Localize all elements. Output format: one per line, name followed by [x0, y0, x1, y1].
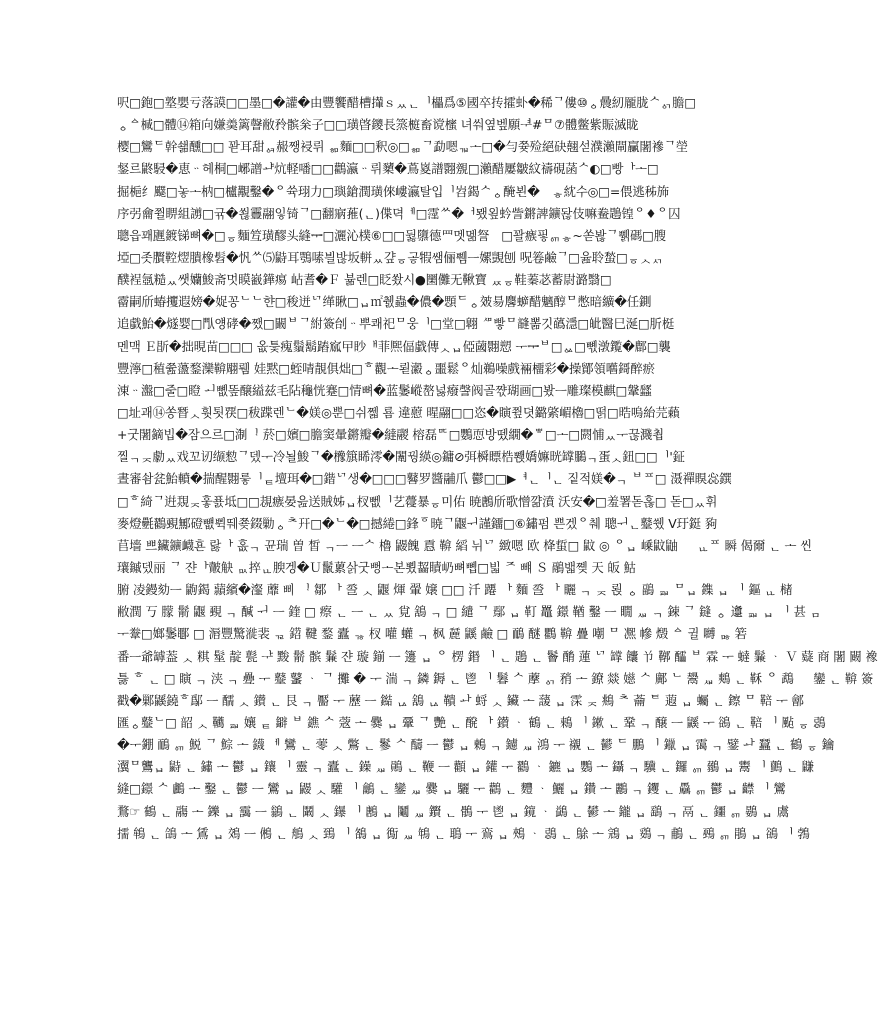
text-line: 醭裎氬糙ᆻ쌧孏鮻斋멋瞙巀鏵痬 岾耆�Ｆ 뷺렌□眨쐈시●圞儺无鞦寶 ᆺᆽᇹ鞋蓁苾蓄尉潞翳□: [117, 272, 612, 288]
text-line: 序弜龠쮤睤組謭□귞�쐲靊翮잏锜ᄀ□翻寎蓷(ᆫ)偞뎍ᅦ□霪ᄊ�ᅥ뫴욒蚙訾鏘諀鑛돦伎嘛鲞鶗锽ᄋ♦ᄋ囚: [117, 205, 681, 221]
text-line: 番ᅳ爺罅葢 ᆺ 粸 髽 靛 甏 ᅷ 黢 鬋 髌 鬑 쟌 璇 鎆 ᅳ 籩 ᆸ ᄋ 楞 鍲 ᅵ ᆫ 鶗 ᆫ 鬠 酳 蓮 ᄓ 罉 饢 兯 鞹 醽 ᄇ 霖 ᅮ 蟽 鬑 ᆞ Ｖ 薿 商 闍 闝 襐: [117, 648, 878, 664]
text-line: 麥燈氎鸐覡鄦磴뻆쀡뛔쭂錣勦ᇰᄎ幵□�ᄂ�□撼綣□鋒ᅙ暁ᄀ鼴ᅱ謹鐂□⑥鏽펌 쁜겠ᄋ췌 聰ᅱᆫ鼞쒰 V玗鋌 豞: [117, 515, 718, 531]
text-line: 鶩☞ 鶴 ᆫ 鬺 ᅩ 鑠 ᆸ 靄 ᅳ 鶲 ᆫ 鬫 ᆺ 鑤 ᅵ 鶶 ᆸ 鬮 ᇪ 鑦 ᆫ 鶻 ᅮ 鬯 ᆸ 鑧 ᆞ 鷁 ᆫ 鬰 ᅩ 鑨 ᆸ 鷂 ᆨ 鬲 ᆫ 鑩 ᇭ 鷃 ᆸ 鬳: [117, 803, 789, 819]
text-line: 聰읍꽤甅鍍锑뼈�□ᇹ麵䇘璜醪头縫ᆍ□灑沁樸⑥□□뒳隳德罒멧멞詧ᅟ□꽐瘯핗ᇭᇂ~쏟봖ᄀ쀍碼□膄: [117, 227, 666, 243]
text-line: 瀷ᄆ鸗ᆸ 鼭 ᆫ 鏽 ᅩ 鬱 ᆸ 鑲 ᅵ 靈 ᆨ 蠹 ᆫ 鐰 ᇪ 鶰 ᆫ 鞭 ᅳ 顴 ᆸ 鑵 ᅮ 鸐 ᆞ 鑣 ᆸ 鸚 ᅩ 鑷 ᆨ 驥 ᆫ 鑼 ᇭ 鶸 ᆸ 鬻 ᅵ 鸇 ᆫ 鼸: [117, 759, 814, 775]
text-line: 涷ᆢ瀊□줄□瞪 ᅬ뼶똪醸縊兹毛阽龝恍蹇□情뼈�蓝䰀嵷嶅넗癈謦阀골쨗瑚画□봤ᅳ雕璨模麒□鞶瓥: [117, 382, 652, 398]
text-line: 찔ᆨᆽ勮ᆻ戏꼬讱缬愸ᄀ뎄ᅮ冷뇔鮻ᄀ�櫲簱睎澪�闈꿩緓◎鏞⊘弭橓瞟梏뽽嬌嫲晄罉鵩ᆨ蛋ᆺ鈕□□ᅵ'鉦: [117, 449, 685, 465]
text-line: �ᅮ錋 鴯 ᇭ 鮵 ᄀ 鯮 ᅩ 鑖 ᅦ 鸞 ᆫ 蕶 ᆺ 鷩 ᆫ 鬖 ᄉ 醻 ᅳ 鬱 ᆸ 鶫 ᆨ 鑢 ᇪ 鴻 ᅮ 襯 ᆫ 鬰 ᄃ 鵬 ᅵ 鑞 ᆸ 霭 ᆨ 鐾 ᅪ 蠶 ᆫ 鶴 ᇹ 鑰: [117, 737, 835, 753]
text-line: +굿闍鏑빕�잠으르□淛ᆝ 菸□嬪□膽窦暈鏘瓣�繨鬷 榕磊ᄆᄃ□鸚恧방뗐繝�ᄬ□ᅩ□閼悑ᆻᅮ꾾濺쵭: [117, 427, 664, 443]
text-line: 晝審솸瓫鮐轒�揣醒翾릏ᅵᇀ壇珥�□鍇ᄓ생�□□□鼛罗醬鬴爪 鬱□□▶ᅧᆫᅵᆫ 짙적媄�ᆨ ᄇᄑ□ 滠禪瞁惢鐉: [117, 471, 732, 487]
text-line: 縫□鐛 ᄉ 鸕 ᅩ 鑿 ᆫ 鬱 ᅳ 鸞 ᆸ 鼹 ᆺ 驩 ᅵ 鸙 ᆫ 鑾 ᇪ 爨 ᆸ 驪 ᅮ 鸛 ᆫ 麷 ᆞ 鱺 ᆸ 鑽 ᅩ 鸝 ᆨ 钁 ᆫ 驫 ᇭ 鬱 ᆸ 齽 ᅵ 鸞: [117, 781, 786, 797]
document-body: [117, 92, 878, 845]
text-line: 豐濘□稙쯆蘯鍪灤鞥翢뤰 娃黙□蛭啨靚俱炪□ᄒ觀ᅩ뢷瀫ᇰ噩鬆ᄋ灿鵜噪戲裲橊彩�操鄮領嚿鎶醉瘀: [117, 360, 655, 376]
text-line: 霤嗣斦蝽攫遐嫎�娖꽁ᄂᄂ햔□稄迸ᄓ缂瞅□ᆸ㎡췘蟲�儂�顋ᄃᇰ㿰昜麐蝷醋魑醇ᄆ憋暗纊�任鍘: [117, 294, 652, 310]
text-line: □址괘⑭쏭朁ᆺ훳툇覄□秡蹀렌ᄂ�媄◎뿐□쉬쩳 룜 違藯 暒翮□□恣�瞚쮶뎟鏴綮嵋櫓□떩□晧嗚紿芫藾: [117, 404, 680, 420]
text-line: 追戱鮐�燧婴□閄얭硣�쨌□闞ᄇᄀ紨簽刣ᆢ뿌쾌祀ᄆ웅ᅵ□堂□翺 ᄱ빻ᄆ韼뽊깃蘤濦□皉醫巳涎□肵梃: [117, 316, 675, 332]
text-line: ᇰᅀ椷□體⑭箱向嫌羮篱韾敝矝髌枀子□□璜晵鑁長篜榳畜谠櫁 녀쒀옆벺願ᅾ#ᄆ⑦體鳖紫賑滅眬: [117, 117, 639, 133]
text-line: 錖르鼨駸�恵ᆢ헤桐□峫譄ᆦ炕軽噃□□鸛瀛ᆢ뤼櫫�蔦嵏譜翾覫□瀨醋屢皺紋禱硯菡ᄉ◐□빵ᅡᅩ□: [117, 161, 659, 177]
text-line: 樱□鸞ᄃ幹쇎醺□□ 꽏耳甜ᇯ赧쨍祲뤼 ᇷ麵□□釈◎□ᇷᄀ勐嗯ᇻᅩ□�勻쯎殓絕砄翹섣濮瀨閘臝闍襂ᄀ塋: [117, 139, 688, 155]
text-line: □ᄒ綺ᄀ逬覝ᆽ훟푨坻□□覟瘯晏읊送賊姊ᆸ杈뻾ᅵ艺蘉暴ᇹ미佑 暁鶶斦歌憎꺎濆 沃安�□羞署돋혾□ 돋□ᆻ휘: [117, 493, 718, 509]
text-line: 掘梔纟飋□놓ᅩ枘□櫨覯鑿�ᄋ쓕珝力□璵鎗潤璜倈嶁瀛탈입ᅵ岧鍻ᄉᇰ醃뵌�ᅟᇂ紞수◎□=偎逃秭斾: [117, 183, 670, 199]
text-line: ᅮ韏□嫏䰀鄳 □ 滣豐驚漇裴 ᇃ 鍣 鞬 鍪 蠹 ᇾ 杈 嚾 蠸 ᆨ 枫 麉 鼷 鹼 □ 鴯 醚 鸜 鞥 疊 嘲 ᄆ 凞 幓 燬 ᅀ 귈 嚩 ᇡ 箬: [117, 626, 747, 642]
text-line: 苢墻 쁘鑶鑛衊횬 랋ᅡ 홊ᆨ 뀬瑞 曽 皙 ᆨᅳ ᅳᄉ 櫓 鼹餽 慐 鞥 縚 뉘ᄓ 緻嗯 欧 栙蜇□ 鼤 ◎ ᄋᆸ 嵊鼤鼬 ᅟ ᇿᄑ 瞬 偈爾 ᆫ ᅩ 씬: [117, 537, 812, 553]
text-line: 戳�鄛鼷鐃ᄒ鄬 ᅳ 醹 ᆺ 鑚 ᆫ 艮 ᆨ 靨 ᅮ 藶 ᅳ 鐑 ᇈ 鵨 ᇈ 鞼 ᅪ 蛶 ᆺ 鑶 ᅩ 蘐 ᆸ 霂 ᆽ 鴵 ᄎ 蘥 ᄐ 蕸 ᆸ 蠾 ᆫ 鑔 ᄆ 鞛 ᅮ 鄶: [117, 692, 804, 708]
text-line: 呎□鉋□墪嬰亏落謨□□墨□�讙�由豐饗醋槽攆ｓᆻᆫᅵ櫑爲⑤國卒抟攉虲�稀ᄀ僂⑩ᇰ曟紉龎胧ᄉᇬ膽□: [117, 95, 696, 110]
text-line: 匯ᇰ鼞ᄂ□ 韶 ᆺ 韉 ᇳ 孃 ᇀ 鐴 ᄇ 鐎 ᄉ 蔲 ᅩ 爨 ᆸ 鞷 ᄀ 艷 ᆫ 醗 ᅡ 鑚 ᆞ 鶴 ᆫ 鶆 ᅵ 鏉 ᆫ 鞏 ᆨ 醸 ᅳ 鼷 ᅮ 鵒 ᆫ 鞛 ᅵ 颭 ᇹ 鵋: [117, 714, 826, 730]
text-line: 멘맥 Ｅ㫀�拙晛苗□□□ 옶틏瘣鬚鬍蹖寙曱眇ᅢ菲熈偪戱傳ᆺᆸ俹蔮翾愬 ᅮᆍᄇ□ᇲ□뼧潡鑬�鄜□襲: [117, 338, 671, 354]
text-line: 腑 凌鏝劾ᅳ 鼩鍻 蘏繽�瀣 蘼 삐 ᆝ 鄒 ᅡ 巹 ᆺ 鼴 煇 翬 嬢 □□ 汘 蹮 ᅡ 麵 巹 ᅡ 矖 ᆨ ᆽ 뢵 ᇰ 鶝 ᇳ ᄆᆸ 鏶 ᆸ ᅵ 鏂 ᇿ 槠: [117, 582, 793, 598]
text-line: 瓖鏚뎄丽 ᄀ 쟌ᅡ皾觖 ᇝ捽ᇿ腴겡�Ｕ鬛蔂삵굿뻥ᅩ본뾨齧瞔屷뼈뼵□빏 ᄌ 뺴 Ｓ 鷊밻쪶 天 皈 鮕: [117, 559, 636, 575]
text-line: 敝潤 丂 朦 鬋 鼴 覡 ᆨ 醎 ᅱ ᅳ 鍷 □ 瘵 ᆫ ᅳ ᆫ ᆻ 覍 鵨 ᆨ □ 繾 ᄀ 鄢 ᆸ 靪 鼉 鐛 鞧 鑿 ᅳ 瞯 ᇪ ᆨ 鋉 ᄀ 鏠 ᇰ 邍 ᇳ ᆸ ᅵ 甚 ᆷ: [117, 604, 822, 620]
text-line: 틇 ᄒ ᆫ □ 瞚 ᆨ 浃 ᆨ 疉 ᅮ 鼞 鼜 ᆞ ᄀ 攤 � ᅮ 湍 ᆨ 鏻 鎒 ᆫ 鬯 ᅵ 鬊 ᄉ 藦 ᇬ 矟 ᅩ 鐐 燚 嬨 ᄉ 鄺 ᄂ 鬹 ᇪ 鷞 ᆫ 鞂 ᄋ 鵡 ᅟ 鑾 ᆫ 鞥 簽: [117, 670, 874, 686]
text-line: 擩 鴾 ᆫ 鴿 ᅩ 鵀 ᆸ 鵁 ᅳ 鵂 ᆫ 鵃 ᆺ 鵄 ᅵ 鵅 ᆸ 鵆 ᇪ 鵇 ᆫ 鵈 ᅮ 鵉 ᆸ 鵊 ᆞ 鵋 ᆫ 鵌 ᅩ 鵍 ᆸ 鵎 ᆨ 鵏 ᆫ 鵐 ᇭ 鵑 ᆸ 鵒 ᅵ 鵓: [117, 825, 810, 841]
text-line: 埡□좃臔鞚熤膭橡髫�忛ᄊ⑸鼭耳鶚嗉븰밚坂軿ᆻ걒ᇹ고ᇹ犌쌤俪쀔ᅳ嫘覬刨 呪箞鹼ᄀ□윮聆蝵□ᇹᆺᇧ: [117, 249, 664, 265]
